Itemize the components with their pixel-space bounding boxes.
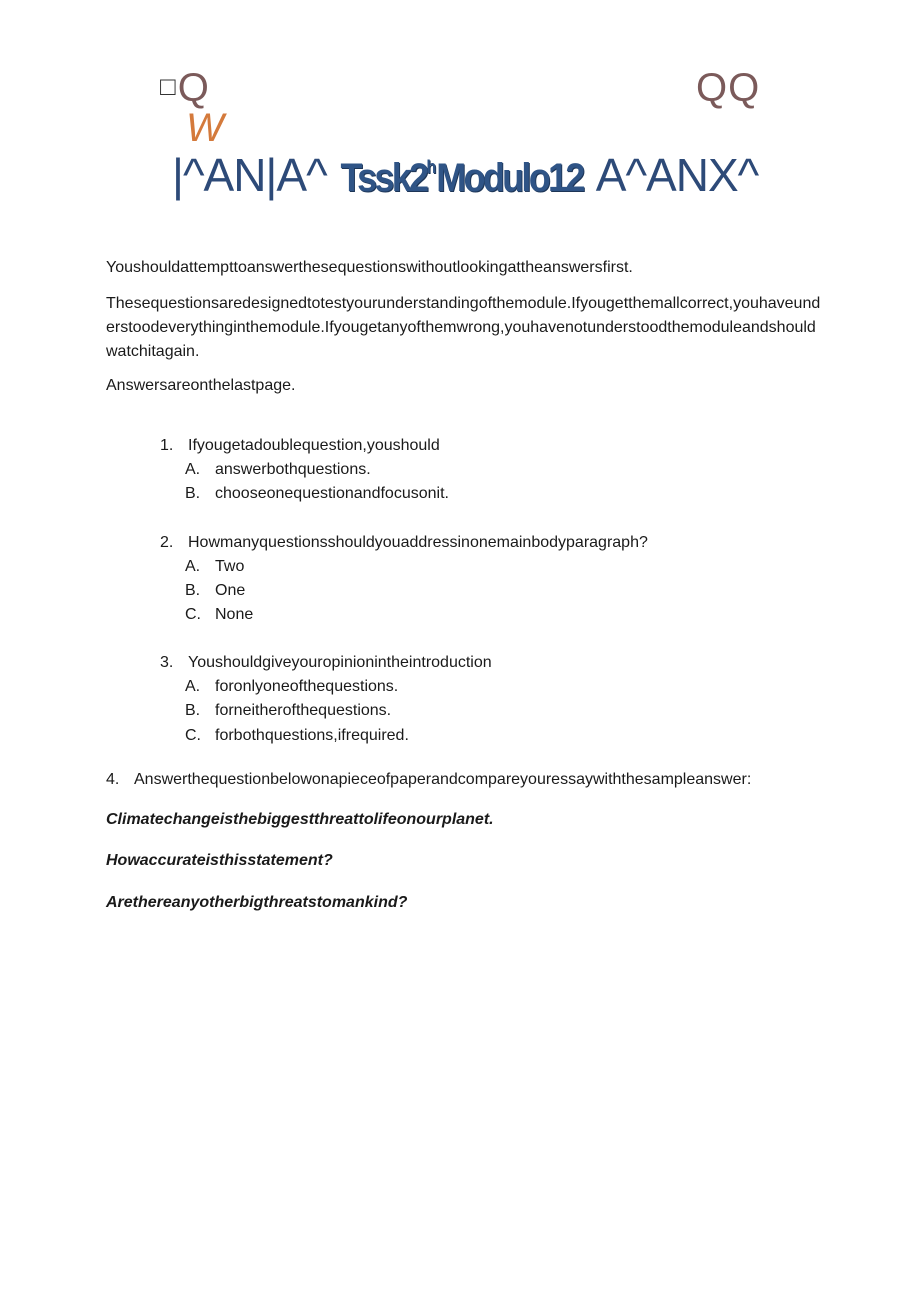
title-superscript: h	[426, 157, 436, 177]
question-number: 2.	[160, 534, 174, 551]
option-letter: C.	[185, 606, 201, 623]
essay-prompt-line-1: Climatechangeisthebiggestthreattolifeonourplanet.	[106, 811, 494, 828]
logo-w: W	[186, 106, 224, 150]
question-text: Youshouldgiveyouropinionintheintroduction	[188, 654, 492, 671]
logo-left	[160, 68, 209, 108]
option-3a	[185, 675, 398, 699]
option-1b	[185, 482, 449, 506]
option-2b	[185, 579, 245, 603]
intro-paragraph-2	[106, 292, 826, 364]
question-number: 3.	[160, 654, 174, 671]
option-text: chooseonequestionandfocusonit.	[215, 485, 449, 502]
title-prefix: |^AN|A^	[172, 149, 327, 201]
option-text: answerbothquestions.	[215, 461, 371, 478]
option-2a	[185, 555, 244, 579]
title-bold	[340, 158, 582, 198]
question-text: Answerthequestionbelowonapieceofpaperandcompareyouressaywiththesampleanswer:	[134, 771, 752, 788]
title-bold-part1: Tssk2	[340, 156, 427, 200]
page-title	[172, 149, 759, 201]
question-1	[160, 434, 440, 458]
option-2c	[185, 603, 253, 627]
essay-prompt-line-2: Howaccurateisthisstatement?	[106, 852, 333, 869]
option-text: forbothquestions,ifrequired.	[215, 727, 409, 744]
question-3	[160, 651, 492, 675]
option-3b	[185, 699, 391, 723]
question-text: Howmanyquestionsshouldyouaddressinonemainbodyparagraph?	[188, 534, 648, 551]
intro-paragraph-1: Youshouldattempttoanswerthesequestionswithoutlookingattheanswersfirst.	[106, 259, 633, 276]
option-text: None	[215, 606, 254, 623]
option-letter: B.	[185, 702, 201, 719]
logo-right: QQ	[696, 66, 761, 110]
title-bold-part2: Modulo12	[435, 156, 583, 200]
intro-paragraph-3: Answersareonthelastpage.	[106, 377, 296, 394]
question-number: 4.	[106, 771, 120, 788]
logo-box-glyph: □	[160, 71, 176, 101]
option-letter: A.	[185, 558, 201, 575]
question-text: Ifyougetadoublequestion,youshould	[188, 437, 440, 454]
title-suffix: A^ANX^	[595, 149, 759, 201]
option-text: forneitherofthequestions.	[215, 702, 392, 719]
option-letter: A.	[185, 461, 201, 478]
logo-left-text: Q	[177, 66, 209, 110]
option-text: One	[215, 582, 246, 599]
question-4	[106, 768, 751, 792]
option-letter: B.	[185, 582, 201, 599]
option-letter: B.	[185, 485, 201, 502]
question-2	[160, 531, 648, 555]
option-letter: C.	[185, 727, 201, 744]
option-text: foronlyoneofthequestions.	[215, 678, 399, 695]
option-text: Two	[215, 558, 245, 575]
option-1a	[185, 458, 371, 482]
option-3c	[185, 724, 409, 748]
question-number: 1.	[160, 437, 174, 454]
essay-prompt-line-3: Arethereanyotherbigthreatstomankind?	[106, 894, 408, 911]
intro-paragraph-2-text: Thesequestionsaredesignedtotestyourunderstandingofthemodule.Ifyougetthemallcorrect,youhaveunderstoodeverythinginthemodule.Ifyougetanyofthemwrong,youhavenotunderstoodthemoduleandshouldwatchitagain.	[106, 295, 821, 360]
option-letter: A.	[185, 678, 201, 695]
